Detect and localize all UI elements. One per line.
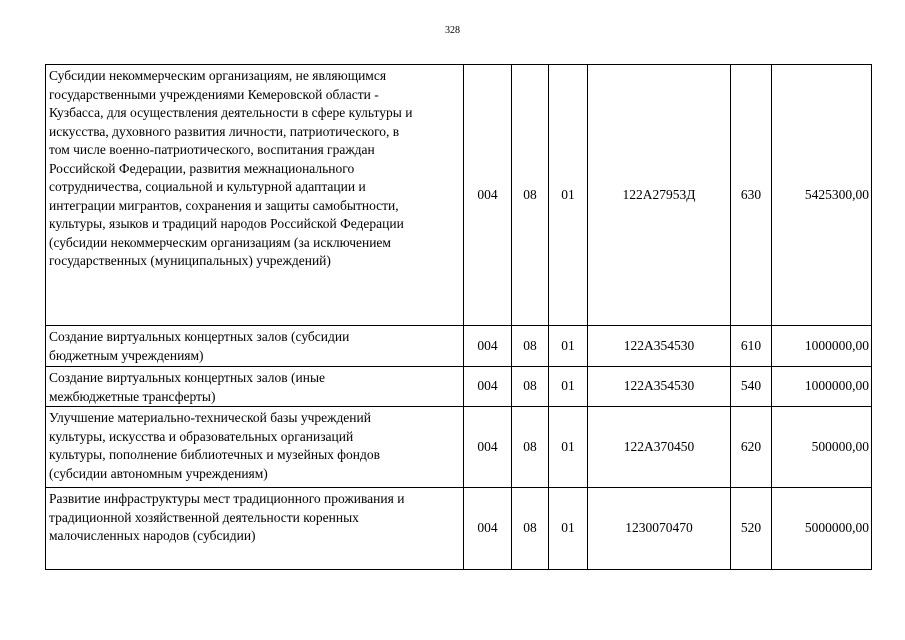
row-expense-type-code: 540: [731, 367, 772, 407]
row-subsection-code: 01: [549, 367, 588, 407]
row-subsection-code: 01: [549, 65, 588, 326]
table-row: [46, 65, 872, 326]
row-description: Субсидии некоммерческим организациям, не являющимся государственными учреждениями Кемеровской области - Кузбасса, для осуществления деятельности в сфере культуры и искусства, духовного развития личности, патриотического, в том числе военно-патриотического, воспитания граждан Российской Федерации, развития межнационального сотрудничества, социальной и культурной адаптации и интеграции мигрантов, сохранения и защиты самобытности, культуры, языков и традиций народов Российской Федерации (субсидии некоммерческим организациям (за исключением государственных (муниципальных) учреждений): [46, 65, 464, 326]
table-row: [46, 367, 872, 407]
row-description: Создание виртуальных концертных залов (субсидии бюджетным учреждениям): [46, 326, 464, 367]
page-number: 328: [445, 25, 460, 36]
row-section-code: 08: [512, 367, 549, 407]
row-expense-type-code: 520: [731, 488, 772, 570]
row-section-code: 08: [512, 407, 549, 488]
row-section-code: 08: [512, 326, 549, 367]
table-row: [46, 407, 872, 488]
row-target-article-code: 122А354530: [588, 326, 731, 367]
row-section-code: 08: [512, 65, 549, 326]
row-expense-type-code: 620: [731, 407, 772, 488]
row-subsection-code: 01: [549, 326, 588, 367]
row-subsection-code: 01: [549, 407, 588, 488]
row-grbs-code: 004: [464, 367, 512, 407]
row-description: Создание виртуальных концертных залов (иные межбюджетные трансферты): [46, 367, 464, 407]
row-description: Улучшение материально-технической базы учреждений культуры, искусства и образовательных организаций культуры, пополнение библиотечных и музейных фондов (субсидии автономным учреждениям): [46, 407, 464, 488]
row-amount: 1000000,00: [772, 367, 872, 407]
row-description: Развитие инфраструктуры мест традиционного проживания и традиционной хозяйственной деятельности коренных малочисленных народов (субсидии): [46, 488, 464, 570]
table-row: [46, 326, 872, 367]
row-amount: 5425300,00: [772, 65, 872, 326]
row-target-article-code: 122А354530: [588, 367, 731, 407]
row-subsection-code: 01: [549, 488, 588, 570]
row-expense-type-code: 630: [731, 65, 772, 326]
row-amount: 5000000,00: [772, 488, 872, 570]
row-amount: 1000000,00: [772, 326, 872, 367]
row-target-article-code: 1230070470: [588, 488, 731, 570]
row-grbs-code: 004: [464, 326, 512, 367]
row-grbs-code: 004: [464, 65, 512, 326]
table-row: [46, 488, 872, 570]
row-target-article-code: 122А370450: [588, 407, 731, 488]
row-grbs-code: 004: [464, 407, 512, 488]
row-amount: 500000,00: [772, 407, 872, 488]
budget-table: [45, 64, 872, 570]
row-grbs-code: 004: [464, 488, 512, 570]
row-target-article-code: 122А27953Д: [588, 65, 731, 326]
row-section-code: 08: [512, 488, 549, 570]
row-expense-type-code: 610: [731, 326, 772, 367]
